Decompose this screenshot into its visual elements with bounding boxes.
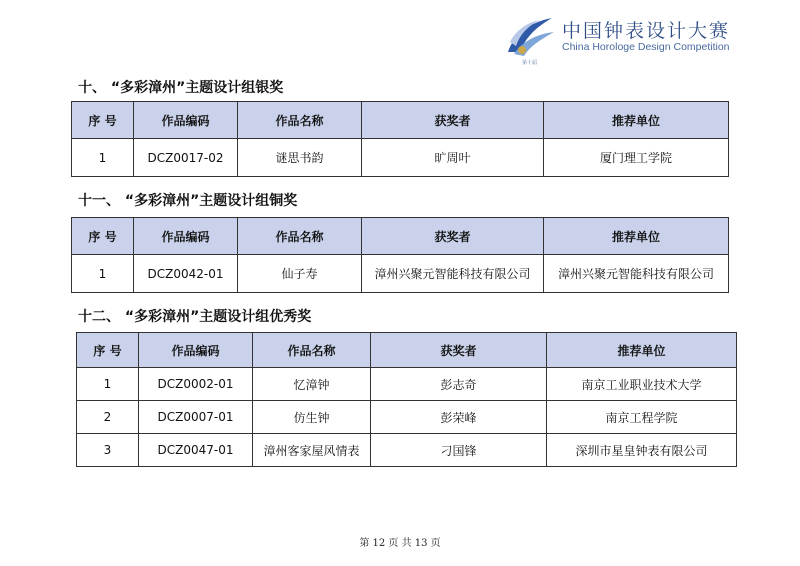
table-row [72,255,729,293]
award-table-silver [71,101,729,177]
table-cell: 漳州客家屋风情表 [253,434,371,467]
table-cell: DCZ0017-02 [134,139,238,177]
column-header: 推荐单位 [547,333,737,368]
table-cell: 深圳市星皇钟表有限公司 [547,434,737,467]
column-header: 作品名称 [253,333,371,368]
table-cell: 仙子寿 [238,255,362,293]
column-header: 序 号 [72,218,134,255]
section-title-silver: 十、 “多彩漳州”主题设计组银奖 [78,80,284,96]
table-cell: 3 [77,434,139,467]
table-header-row [72,218,729,255]
column-header: 获奖者 [362,102,544,139]
logo-title: 中国钟表设计大赛 [562,20,731,42]
table-cell: 2 [77,401,139,434]
section-title-excellence: 十二、 “多彩漳州”主题设计组优秀奖 [78,309,312,325]
logo-edition-text: 第十届 [522,60,538,66]
table-cell: 彭志奇 [371,368,547,401]
table-cell: DCZ0047-01 [139,434,253,467]
award-table-excellence [76,332,737,467]
award-table-bronze [71,217,729,293]
column-header: 推荐单位 [544,218,729,255]
table-cell: 1 [72,255,134,293]
table-cell: DCZ0007-01 [139,401,253,434]
table-row [72,139,729,177]
clock-swirl-logo-icon [500,12,558,62]
column-header: 作品名称 [238,218,362,255]
column-header: 作品编码 [134,218,238,255]
table-cell: 谜思书韵 [238,139,362,177]
column-header: 获奖者 [371,333,547,368]
page-number-footer: 第 12 页 共 13 页 [359,538,441,549]
table-cell: 漳州兴聚元智能科技有限公司 [362,255,544,293]
table-cell: 南京工业职业技术大学 [547,368,737,401]
table-cell: 忆漳钟 [253,368,371,401]
section-title-bronze: 十一、 “多彩漳州”主题设计组铜奖 [78,193,298,209]
table-cell: DCZ0042-01 [134,255,238,293]
table-cell: 仿生钟 [253,401,371,434]
table-cell: 旷周叶 [362,139,544,177]
table-row [77,434,737,467]
table-cell: 南京工程学院 [547,401,737,434]
competition-logo [500,12,740,66]
table-cell: 彭荣峰 [371,401,547,434]
column-header: 序 号 [72,102,134,139]
column-header: 获奖者 [362,218,544,255]
table-cell: 漳州兴聚元智能科技有限公司 [544,255,729,293]
column-header: 作品名称 [238,102,362,139]
table-cell: DCZ0002-01 [139,368,253,401]
table-cell: 1 [77,368,139,401]
column-header: 作品编码 [134,102,238,139]
table-row [77,401,737,434]
table-cell: 厦门理工学院 [544,139,729,177]
table-row [77,368,737,401]
table-cell: 刁国锋 [371,434,547,467]
logo-subtitle: China Horologe Design Competition [562,41,730,53]
column-header: 作品编码 [139,333,253,368]
table-header-row [72,102,729,139]
table-cell: 1 [72,139,134,177]
column-header: 序 号 [77,333,139,368]
table-header-row [77,333,737,368]
column-header: 推荐单位 [544,102,729,139]
